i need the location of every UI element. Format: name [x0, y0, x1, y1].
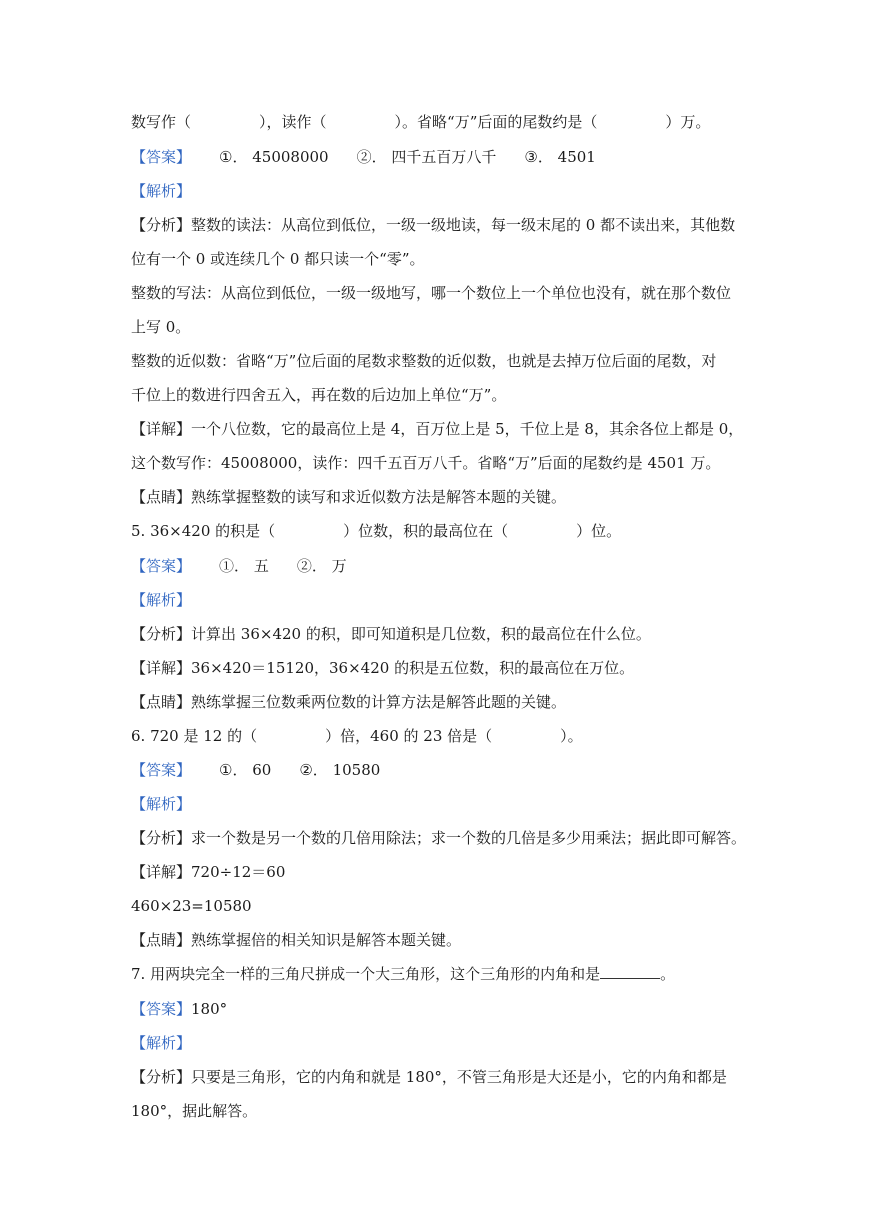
analysis-line [131, 1067, 741, 1087]
answer-value: 180° [191, 1000, 228, 1018]
question-6 [131, 726, 741, 746]
text: ）位。 [576, 522, 622, 540]
tip-line [131, 487, 741, 507]
analysis-heading [131, 794, 741, 814]
text: 这个数写作：45008000，读作：四千五百万八千。省略“万”后面的尾数约是 4501 万。 [131, 454, 721, 472]
answer-value: 60 [252, 761, 272, 779]
text: 整数的写法：从高位到低位，一级一级地写，哪一个数位上一个单位也没有，就在那个数位 [131, 284, 732, 302]
analysis-tag: 【解析】 [131, 182, 192, 200]
analysis-line [131, 624, 741, 644]
analysis-line [131, 385, 741, 405]
text: ）。省略“万”后面的尾数约是（ [394, 113, 598, 131]
text: ），读作（ [259, 113, 327, 131]
text: 一个八位数，它的最高位上是 4，百万位上是 5，千位上是 8，其余各位上都是 0， [191, 420, 744, 438]
question-4-tail [131, 112, 741, 132]
answer-line-q7 [131, 999, 741, 1019]
answer-value: 45008000 [252, 148, 329, 166]
analysis-tag: 【解析】 [131, 1034, 192, 1052]
text: 。 [660, 965, 676, 983]
text: 熟练掌握倍的相关知识是解答本题关键。 [191, 931, 462, 949]
option-marker: ①． [219, 557, 250, 575]
analysis-heading [131, 590, 741, 610]
text: 求一个数是另一个数的几倍用除法；求一个数的几倍是多少用乘法；据此即可解答。 [191, 829, 747, 847]
section-tag: 【详解】 [131, 863, 192, 881]
section-tag: 【点睛】 [131, 931, 192, 949]
answer-tag: 【答案】 [131, 761, 192, 779]
text: 上写 0。 [131, 318, 191, 336]
text: 720÷12＝60 [191, 863, 286, 881]
option-marker: ③． [524, 148, 553, 166]
option-marker: ②． [299, 761, 328, 779]
analysis-line [131, 283, 741, 303]
answer-tag: 【答案】 [131, 557, 192, 575]
text: 7. 用两块完全一样的三角尺拼成一个大三角形，这个三角形的内角和是 [131, 965, 601, 983]
option-marker: ①． [219, 761, 248, 779]
analysis-line [131, 828, 747, 848]
text: 计算出 36×420 的积，即可知道积是几位数，积的最高位在什么位。 [191, 625, 651, 643]
text: 460×23=10580 [131, 897, 252, 915]
answer-value: 五 [253, 557, 269, 575]
analysis-heading [131, 1033, 741, 1053]
text: 整数的读法：从高位到低位，一级一级地读，每一级末尾的 0 都不读出来，其他数 [191, 216, 736, 234]
answer-line-q6 [131, 760, 741, 780]
answer-value: 4501 [557, 148, 596, 166]
option-marker: ①． [219, 148, 248, 166]
detail-line [131, 862, 741, 882]
answer-tag: 【答案】 [131, 1000, 192, 1018]
text: 整数的近似数：省略“万”位后面的尾数求整数的近似数，也就是去掉万位后面的尾数，对 [131, 352, 717, 370]
tip-line [131, 692, 741, 712]
text: 180°，据此解答。 [131, 1102, 258, 1120]
section-tag: 【详解】 [131, 420, 192, 438]
text: 千位上的数进行四舍五入，再在数的后边加上单位“万”。 [131, 386, 507, 404]
analysis-line [131, 351, 741, 371]
question-5 [131, 521, 741, 541]
answer-value: 四千五百万八千 [391, 148, 497, 166]
answer-line-q5 [131, 556, 741, 576]
text: 熟练掌握整数的读写和求近似数方法是解答本题的关键。 [191, 488, 567, 506]
text: 5. 36×420 的积是（ [131, 522, 276, 540]
detail-line [131, 453, 741, 473]
answer-line-q4 [131, 147, 741, 167]
answer-tag: 【答案】 [131, 148, 192, 166]
text: 位有一个 0 或连续几个 0 都只读一个“零”。 [131, 250, 425, 268]
answer-underline [600, 964, 660, 979]
text: 6. 720 是 12 的（ [131, 727, 258, 745]
tip-line [131, 930, 741, 950]
text: 数写作（ [131, 113, 192, 131]
text: 只要是三角形，它的内角和就是 180°，不管三角形是大还是小，它的内角和都是 [191, 1068, 727, 1086]
analysis-line [131, 215, 741, 235]
section-tag: 【点睛】 [131, 693, 192, 711]
analysis-line [131, 317, 741, 337]
answer-value: 10580 [332, 761, 381, 779]
section-tag: 【分析】 [131, 829, 192, 847]
section-tag: 【分析】 [131, 216, 192, 234]
detail-line [131, 419, 744, 439]
question-7 [131, 964, 741, 984]
option-marker: ②． [356, 148, 387, 166]
option-marker: ②． [296, 557, 327, 575]
text: ）倍，460 的 23 倍是（ [325, 727, 493, 745]
text: 熟练掌握三位数乘两位数的计算方法是解答此题的关键。 [191, 693, 567, 711]
answer-value: 万 [331, 557, 347, 575]
text: ）。 [560, 727, 583, 745]
section-tag: 【分析】 [131, 1068, 192, 1086]
text: ）万。 [665, 113, 711, 131]
detail-line [131, 658, 741, 678]
text: ）位数，积的最高位在（ [343, 522, 509, 540]
analysis-line [131, 249, 741, 269]
section-tag: 【分析】 [131, 625, 192, 643]
analysis-tag: 【解析】 [131, 795, 192, 813]
text: 36×420＝15120，36×420 的积是五位数，积的最高位在万位。 [191, 659, 635, 677]
analysis-tag: 【解析】 [131, 591, 192, 609]
analysis-line [131, 1101, 741, 1121]
detail-line [131, 896, 741, 916]
section-tag: 【详解】 [131, 659, 192, 677]
section-tag: 【点睛】 [131, 488, 192, 506]
analysis-heading [131, 181, 741, 201]
